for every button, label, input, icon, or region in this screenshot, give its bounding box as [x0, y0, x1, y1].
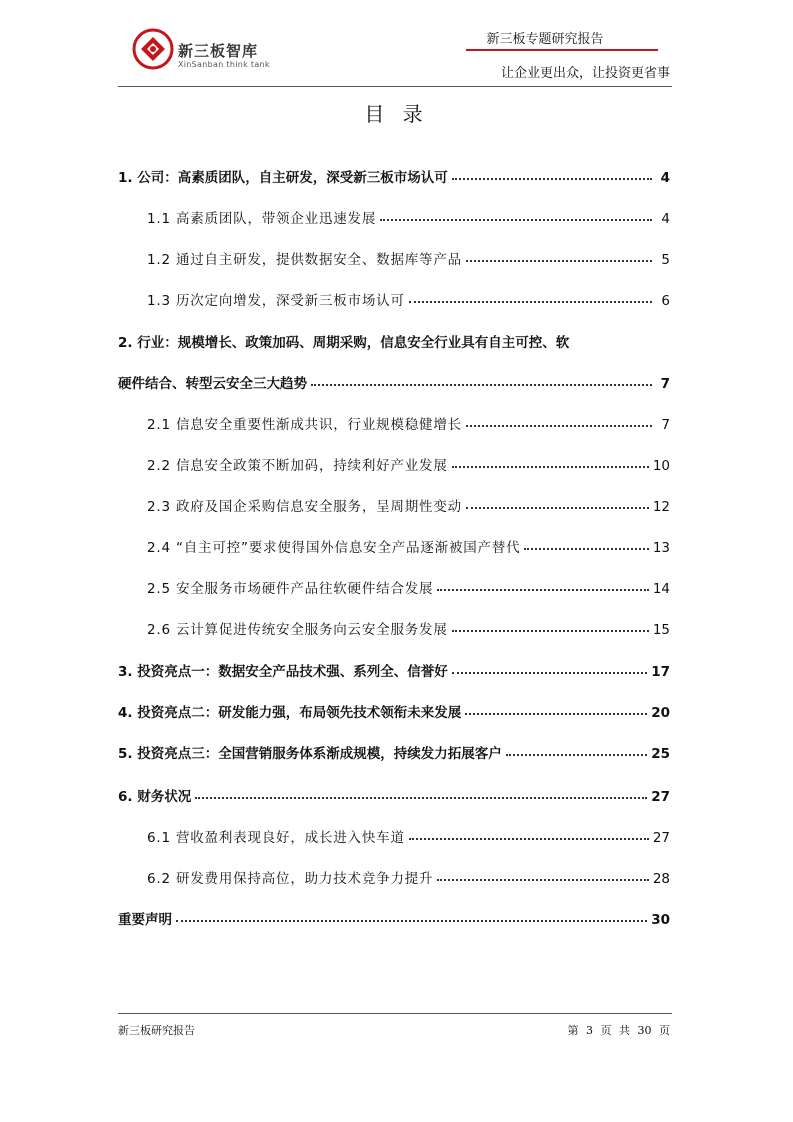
logo-name-cn: 新三板智库	[178, 42, 259, 60]
toc-entry-title: 6. 财务状况	[118, 789, 192, 805]
toc-entry-page: 5	[661, 252, 670, 268]
toc-dot-leader	[409, 838, 649, 840]
toc-entry-page: 17	[651, 664, 670, 680]
toc-entry-title: 5. 投资亮点三：全国营销服务体系渐成规模，持续发力拓展客户	[118, 746, 502, 762]
toc-entry[interactable]	[118, 450, 670, 474]
toc-entry[interactable]	[118, 573, 670, 597]
toc-entry-title: 1.2 通过自主研发，提供数据安全、数据库等产品	[147, 252, 462, 268]
toc-entry-page: 30	[651, 912, 670, 928]
toc-entry[interactable]	[118, 244, 670, 268]
toc-dot-leader	[466, 425, 652, 427]
footer-divider	[118, 1013, 672, 1014]
toc-entry-title: 1. 公司：高素质团队，自主研发，深受新三板市场认可	[118, 170, 448, 186]
toc-entry-title: 2.5 安全服务市场硬件产品往软硬件结合发展	[147, 581, 434, 597]
toc-entry[interactable]	[118, 738, 670, 762]
toc-dot-leader	[506, 754, 647, 756]
toc-title: 目 录	[364, 102, 429, 126]
toc-entry-page: 12	[652, 499, 670, 515]
toc-entry[interactable]	[118, 614, 670, 638]
toc-entry-title: 2.3 政府及国企采购信息安全服务，呈周期性变动	[147, 499, 462, 515]
toc-dot-leader	[437, 879, 648, 881]
toc-entry[interactable]	[118, 656, 670, 680]
toc-dot-leader	[466, 507, 649, 509]
toc-entry[interactable]	[118, 904, 670, 928]
toc-entry-page: 14	[652, 581, 670, 597]
toc-dot-leader	[195, 797, 647, 799]
toc-dot-leader	[466, 260, 652, 262]
toc-entry-title: 硬件结合、转型云安全三大趋势	[118, 376, 307, 392]
brand-logo	[132, 28, 272, 72]
toc-entry-page: 10	[652, 458, 670, 474]
toc-entry-page: 20	[651, 705, 670, 721]
toc-entry-title: 6.1 营收盈利表现良好，成长进入快车道	[147, 830, 405, 846]
toc-dot-leader	[465, 713, 647, 715]
toc-entry-page: 27	[652, 830, 670, 846]
toc-entry-page: 6	[661, 293, 670, 309]
toc-entry[interactable]	[118, 327, 670, 351]
toc-dot-leader	[524, 548, 648, 550]
toc-entry-page: 15	[652, 622, 670, 638]
toc-entry[interactable]	[118, 368, 670, 392]
toc-entry[interactable]	[118, 697, 670, 721]
footer-page-number: 第 3 页 共 30 页	[567, 1024, 670, 1037]
toc-entry-title: 重要声明	[118, 912, 172, 928]
toc-entry-title: 2.2 信息安全政策不断加码，持续利好产业发展	[147, 458, 448, 474]
toc-entry-title: 2. 行业：规模增长、政策加码、周期采购，信息安全行业具有自主可控、软	[118, 335, 570, 351]
toc-entry-page: 13	[652, 540, 670, 556]
toc-entry[interactable]	[118, 285, 670, 309]
toc-entry[interactable]	[118, 162, 670, 186]
toc-entry[interactable]	[118, 532, 670, 556]
toc-entry-page: 7	[661, 417, 670, 433]
toc-entry-title: 4. 投资亮点二：研发能力强，布局领先技术领衔未来发展	[118, 705, 462, 721]
toc-entry[interactable]	[118, 781, 670, 805]
report-title: 新三板专题研究报告	[486, 32, 604, 47]
toc-entry-title: 1.3 历次定向增发，深受新三板市场认可	[147, 293, 405, 309]
toc-entry[interactable]	[118, 863, 670, 887]
toc-entry-page: 4	[661, 211, 670, 227]
toc-entry-title: 6.2 研发费用保持高位，助力技术竞争力提升	[147, 871, 434, 887]
toc-entry-title: 2.6 云计算促进传统安全服务向云安全服务发展	[147, 622, 448, 638]
toc-entry-title: 3. 投资亮点一：数据安全产品技术强、系列全、信誉好	[118, 664, 448, 680]
toc-dot-leader	[409, 301, 652, 303]
toc-entry-title: 1.1 高素质团队，带领企业迅速发展	[147, 211, 377, 227]
toc-entry[interactable]	[118, 822, 670, 846]
toc-dot-leader	[380, 219, 652, 221]
toc-dot-leader	[452, 630, 649, 632]
toc-entry-page: 25	[651, 746, 670, 762]
toc-dot-leader	[437, 589, 648, 591]
toc-dot-leader	[452, 466, 649, 468]
toc-entry-title: 2.1 信息安全重要性渐成共识，行业规模稳健增长	[147, 417, 462, 433]
footer-report-name: 新三板研究报告	[118, 1024, 195, 1037]
logo-mark-icon	[132, 28, 174, 70]
toc-entry-title: 2.4 “自主可控”要求使得国外信息安全产品逐渐被国产替代	[147, 540, 521, 556]
toc-entry[interactable]	[118, 491, 670, 515]
header-slogan: 让企业更出众，让投资更省事	[500, 66, 670, 81]
toc-entry-page: 4	[660, 170, 670, 186]
toc-entry-page: 27	[651, 789, 670, 805]
toc-entry[interactable]	[118, 203, 670, 227]
toc-entry-page: 28	[652, 871, 670, 887]
toc-dot-leader	[311, 384, 652, 386]
header-divider	[118, 86, 672, 87]
toc-entry-page: 7	[660, 376, 670, 392]
header-accent-rule	[466, 49, 658, 51]
toc-entry[interactable]	[118, 409, 670, 433]
toc-dot-leader	[452, 672, 647, 674]
logo-name-en: XinSanban think tank	[178, 60, 270, 69]
toc-dot-leader	[452, 178, 652, 180]
toc-dot-leader	[176, 920, 647, 922]
